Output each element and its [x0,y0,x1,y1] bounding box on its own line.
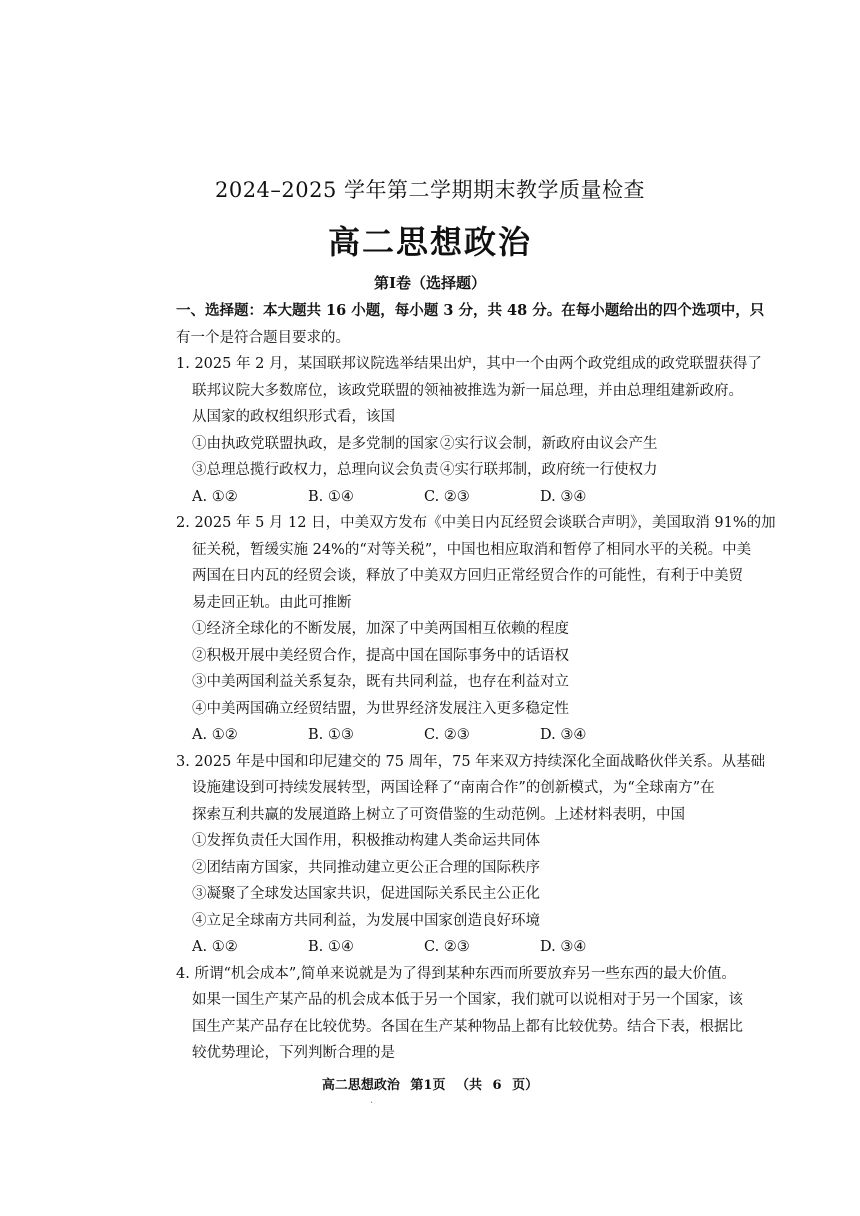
question-stem-line: 国生产某产品存在比较优势。各国在生产某种物品上都有比较优势。结合下表，根据比 [192,1018,743,1035]
option-b: B. ①③ [308,727,354,743]
instructions-line: 有一个是符合题目要求的。 [176,329,350,346]
statement-item: ②积极开展中美经贸合作，提高中国在国际事务中的话语权 [192,647,569,664]
question-4 [176,961,743,1067]
option-b: B. ①④ [308,939,354,955]
statement-item: ④实行联邦制，政府统一行使权力 [440,462,658,478]
answer-options [176,484,701,511]
statement-item: ①经济全球化的不断发展，加深了中美两国相互依赖的程度 [192,621,569,637]
statement-row [176,457,701,484]
question-stem-line: 探索互利共赢的发展道路上树立了可资借鉴的生动范例。上述材料表明，中国 [192,806,685,823]
statement-item: ③凝聚了全球发达国家共识，促进国际关系民主公正化 [192,886,540,902]
statement-row [176,431,701,458]
page-footer: 高二思想政治 第1页 （共 6 页） [321,1078,539,1093]
option-a: A. ①② [192,939,238,955]
question-stem-line: 设施建设到可持续发展转型，两国诠释了“南南合作”的创新模式，为“全球南方”在 [192,780,715,796]
option-c: C. ②③ [424,939,470,955]
question-stem-line: 2. 2025 年 5 月 12 日，中美双方发布《中美日内瓦经贸会谈联合声明》，美国取消 91%的加 [176,515,776,531]
question-stem-line: 联邦议院大多数席位，该政党联盟的领袖被推选为新一届总理，并由总理组建新政府。 [192,382,743,399]
question-stem-line: 4. 所谓“机会成本”,简单来说就是为了得到某种东西而所要放弃另一些东西的最大价值。 [176,965,736,982]
question-stem-line: 如果一国生产某产品的机会成本低于另一个国家，我们就可以说相对于另一个国家，该 [192,992,743,1008]
question-stem-line: 易走回正轨。由此可推断 [192,594,352,611]
statement-item: ③总理总揽行政权力，总理向议会负责 [192,462,439,478]
statement-item: ①由执政党联盟执政，是多党制的国家 [192,435,439,452]
instructions-line: 一、选择题：本大题共 16 小题，每小题 3 分，共 48 分。在每小题给出的四个选项中，只 [176,302,765,319]
option-d: D. ③④ [540,727,587,743]
option-d: D. ③④ [540,488,587,505]
question-stem-line: 3. 2025 年是中国和印尼建交的 75 周年，75 年来双方持续深化全面战略伙伴关系。从基础 [176,753,766,770]
option-b: B. ①④ [308,488,354,505]
option-a: A. ①② [192,727,238,743]
question-2 [176,510,776,749]
question-1 [176,351,762,510]
question-3 [176,749,766,961]
question-content [176,298,776,1067]
option-d: D. ③④ [540,939,587,955]
question-stem-line: 1. 2025 年 2 月，某国联邦议院选举结果出炉，其中一个由两个政党组成的政党联盟获得了 [176,356,762,372]
statement-item: ④立足全球南方共同利益，为发展中国家创造良好环境 [192,912,540,929]
question-stem-line: 征关税，暂缓实施 24%的“对等关税”，中国也相应取消和暂停了相同水平的关税。中美 [192,541,752,558]
answer-options [176,722,701,749]
statement-item: ④中美两国确立经贸结盟，为世界经济发展注入更多稳定性 [192,700,569,717]
option-c: C. ②③ [424,727,470,743]
subject-title: 高二思想政治 [327,223,532,261]
question-stem-line: 两国在日内瓦的经贸会谈，释放了中美双方回归正常经贸合作的可能性，有利于中美贸 [192,568,743,584]
question-stem-line: 较优势理论，下列判断合理的是 [192,1045,395,1061]
section-title: 第Ⅰ卷（选择题） [373,274,487,292]
answer-options [176,934,701,961]
scan-dot: · [370,1098,374,1109]
question-stem-line: 从国家的政权组织形式看，该国 [192,409,395,425]
option-a: A. ①② [192,488,238,505]
statement-item: ②团结南方国家，共同推动建立更公正合理的国际秩序 [192,859,540,876]
statement-item: ③中美两国利益关系复杂，既有共同利益，也存在利益对立 [192,674,569,690]
statement-item: ②实行议会制，新政府由议会产生 [440,435,658,452]
exam-title: 2024–2025 学年第二学期期末教学质量检查 [214,178,646,202]
option-c: C. ②③ [424,488,470,505]
statement-item: ①发挥负责任大国作用，积极推动构建人类命运共同体 [192,833,540,849]
